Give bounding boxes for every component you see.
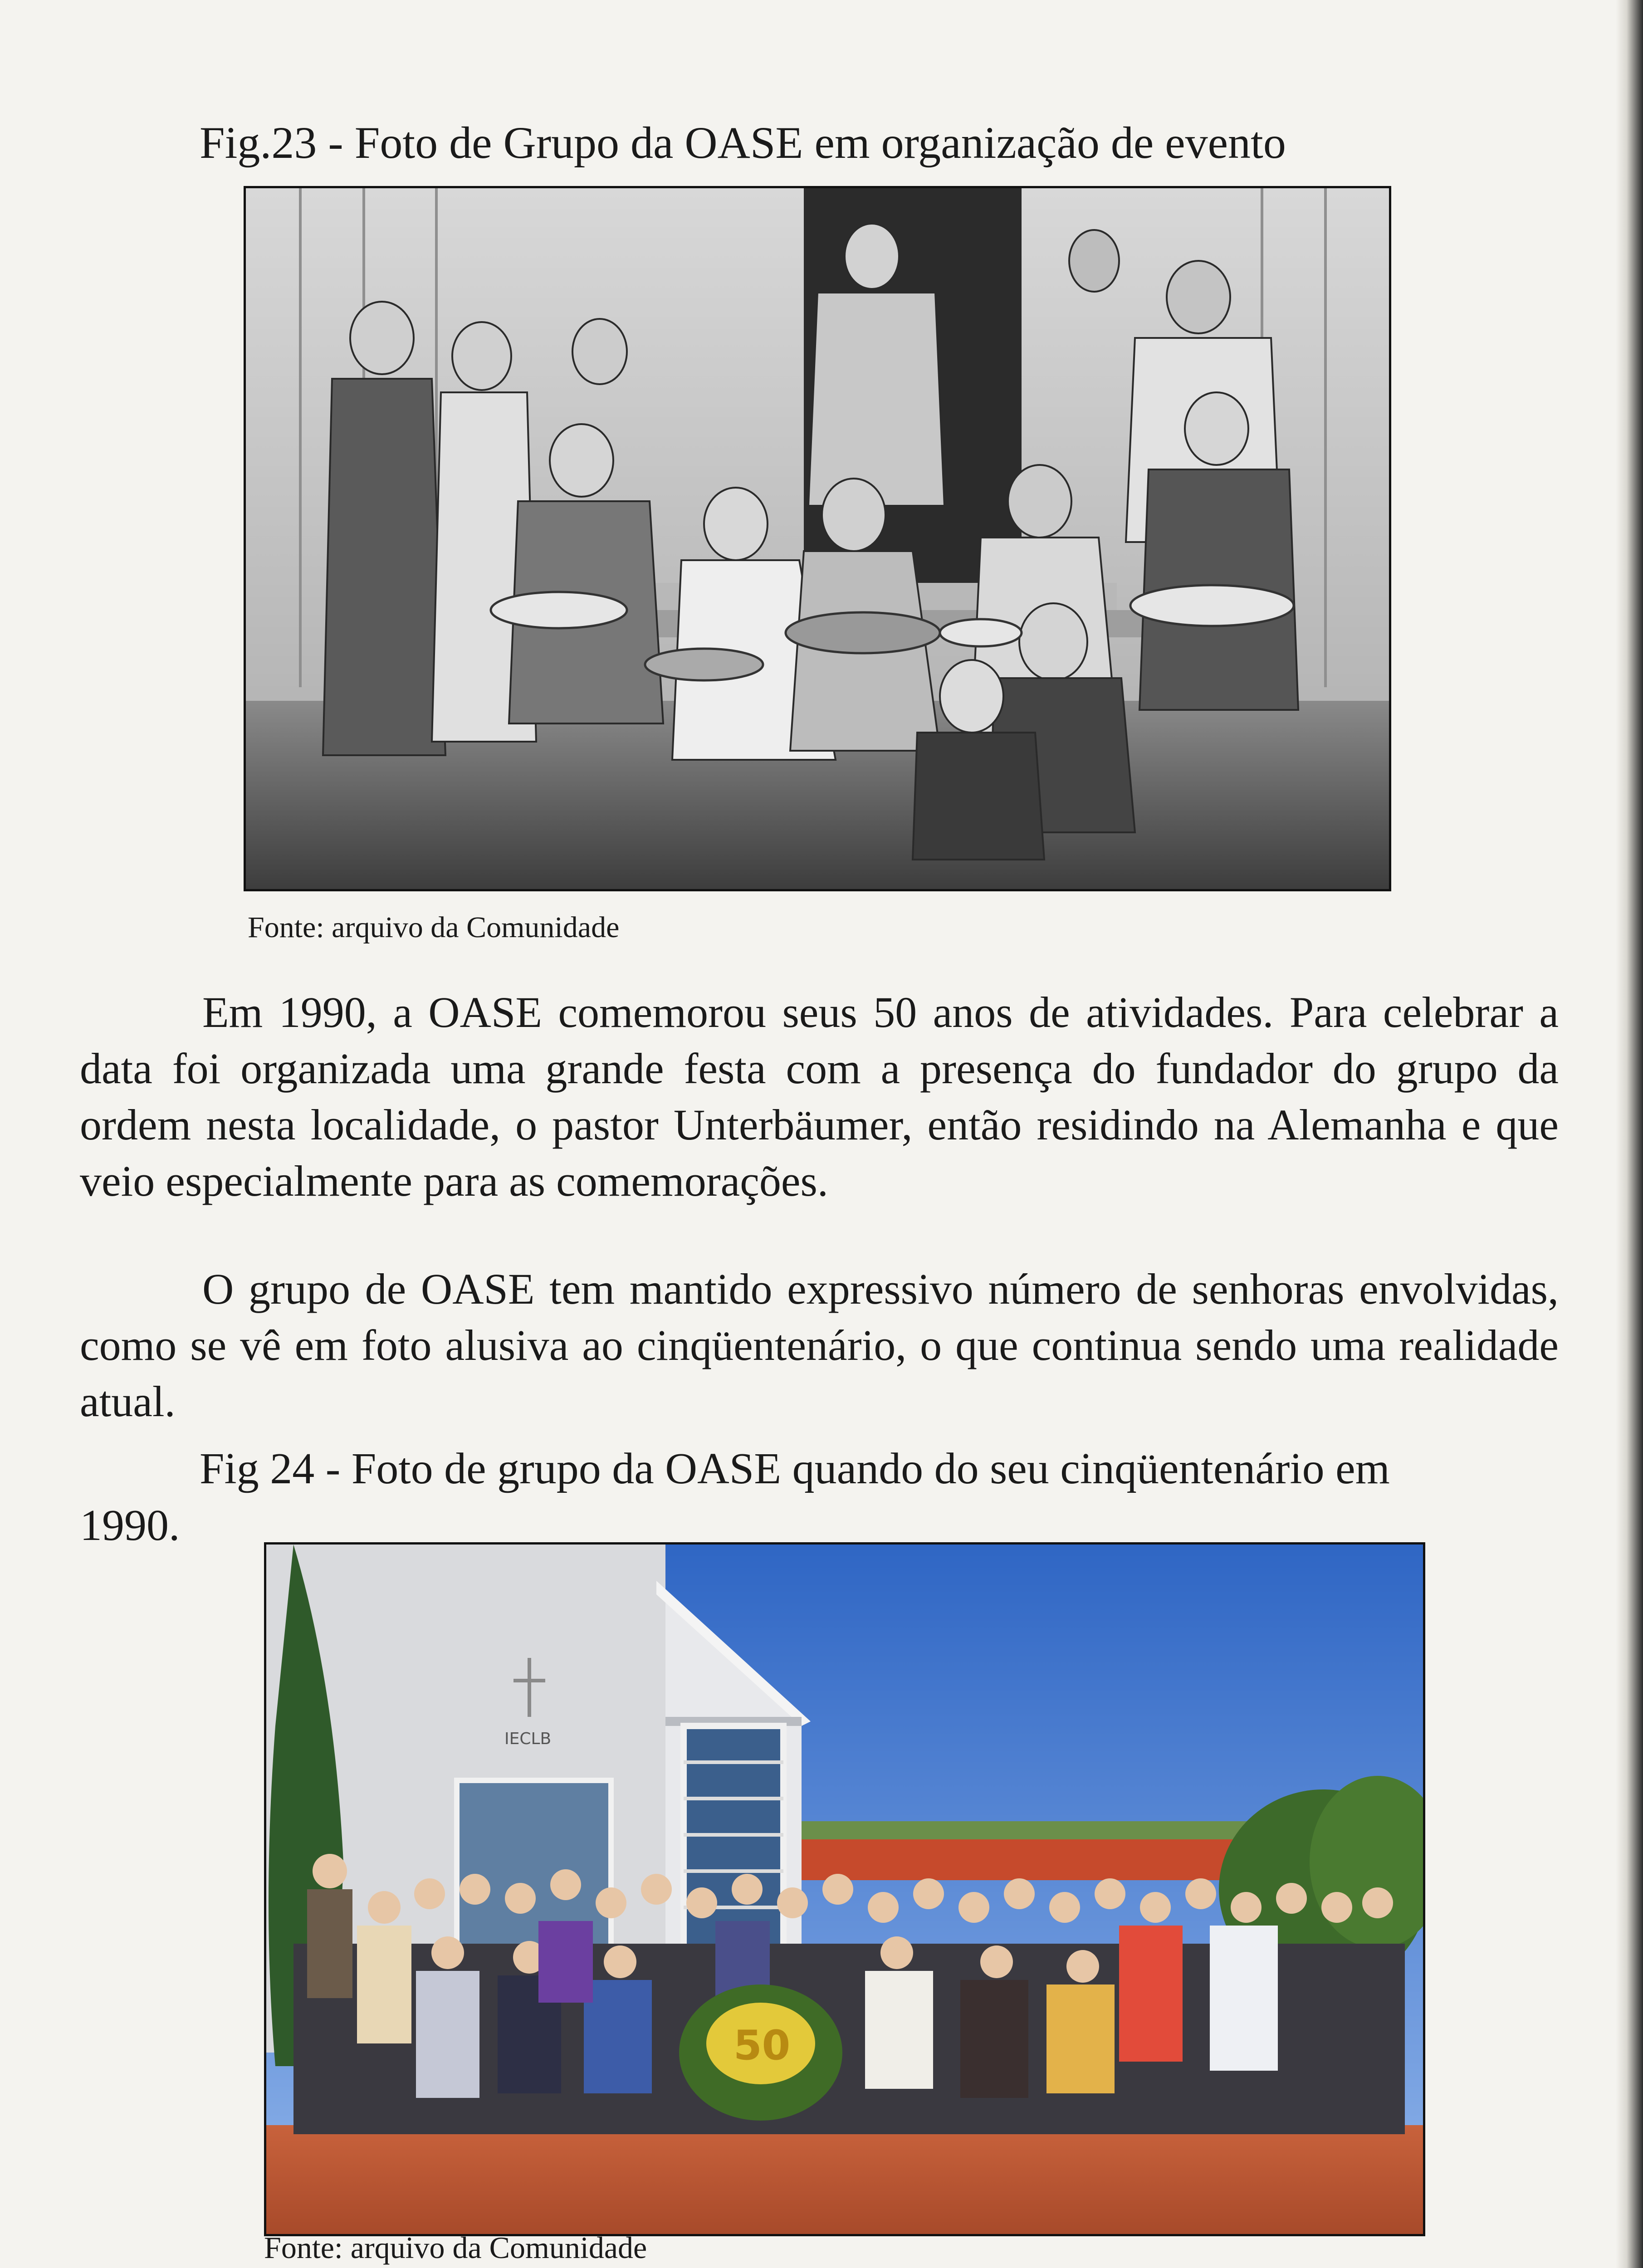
- fig24-photo: [264, 1542, 1425, 2236]
- fig23-source: Fonte: arquivo da Comunidade: [248, 911, 620, 944]
- church-sign-text: IECLB: [504, 1730, 552, 1748]
- fig23-caption: Fig.23 - Foto de Grupo da OASE em organização de evento: [200, 117, 1286, 168]
- page-edge: [1616, 0, 1643, 2268]
- fig23-photo: [244, 186, 1391, 891]
- fig24-caption-line2: 1990.: [80, 1501, 180, 1550]
- fig24-caption-line1: Fig 24 - Foto de grupo da OASE quando do seu cinqüentenário em: [200, 1444, 1390, 1493]
- fig24-photo-drawing: [266, 1545, 1423, 2234]
- paragraph-group-members: O grupo de OASE tem mantido expressivo número de senhoras envolvidas, como se vê em foto alusiva ao cinqüentenário, o que continua sendo uma realidade atual.: [80, 1265, 1559, 1426]
- wreath-number: 50: [733, 2022, 791, 2069]
- paragraph-50-years: Em 1990, a OASE comemorou seus 50 anos de atividades. Para celebrar a data foi organizada uma grande festa com a presença do fundador do grupo da ordem nesta localidade, o pastor Unterbäumer, então residindo na Alemanha e que veio especialmente para as comemorações.: [80, 988, 1559, 1205]
- fig23-photo-drawing: [246, 188, 1389, 889]
- fig24-source: Fonte: arquivo da Comunidade: [264, 2230, 647, 2265]
